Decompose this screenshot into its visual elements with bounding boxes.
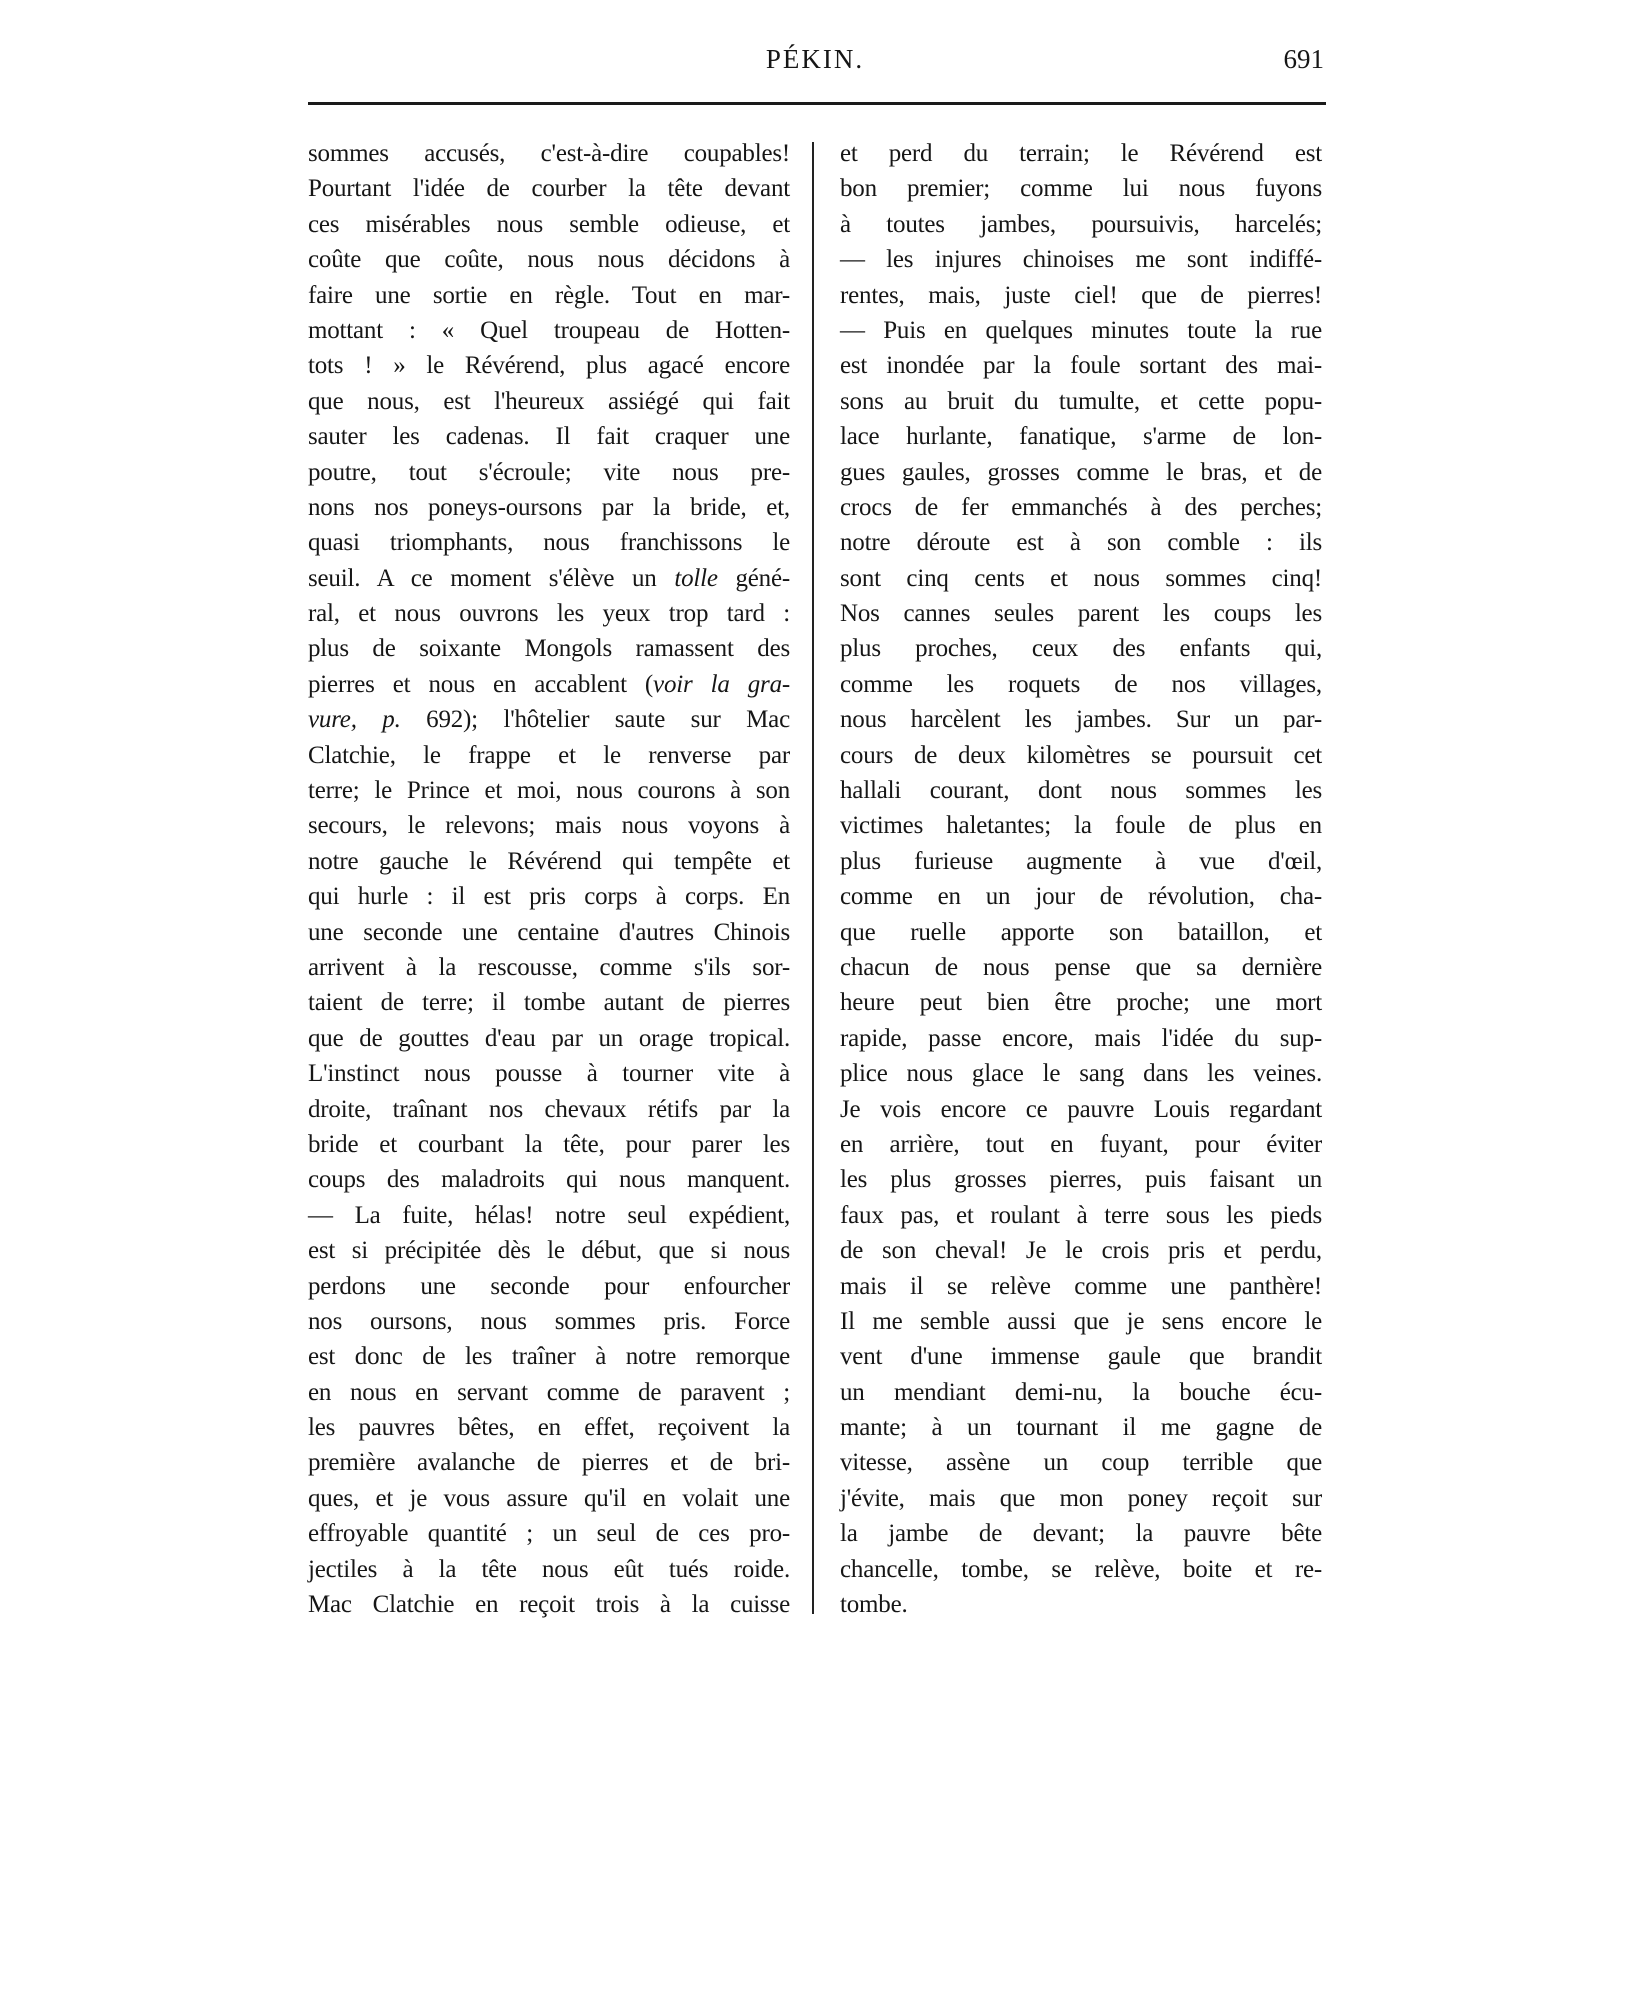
text-line — [840, 455, 1322, 490]
text-segment: crocs de fer emmanchés à des perches; — [840, 493, 1322, 521]
text-line — [840, 808, 1322, 843]
text-segment: — La fuite, hélas! notre seul expédient, — [308, 1201, 790, 1229]
text-line — [840, 844, 1322, 879]
text-line — [840, 631, 1322, 666]
text-segment: en arrière, tout en fuyant, pour éviter — [840, 1130, 1322, 1158]
text-line — [308, 596, 790, 631]
text-line — [308, 1375, 790, 1410]
text-segment: comme en un jour de révolution, cha- — [840, 883, 1322, 911]
text-line — [840, 242, 1322, 277]
text-line — [840, 313, 1322, 348]
text-line — [308, 1127, 790, 1162]
text-line — [308, 1410, 790, 1445]
text-segment: cours de deux kilomètres se poursuit cet — [840, 741, 1322, 769]
text-segment: la jambe de devant; la pauvre bête — [840, 1520, 1322, 1548]
text-line — [308, 1587, 790, 1622]
text-segment: est inondée par la foule sortant des mai- — [840, 352, 1322, 380]
text-segment: notre déroute est à son comble : ils — [840, 529, 1322, 557]
text-segment: quasi triomphants, nous franchissons le — [308, 529, 790, 557]
italic-text: vure, p. — [308, 706, 401, 734]
text-segment: de son cheval! Je le crois pris et perdu, — [840, 1237, 1322, 1265]
text-line — [840, 1516, 1322, 1551]
text-line — [840, 136, 1322, 171]
text-segment: que nous, est l'heureux assiégé qui fait — [308, 387, 790, 415]
text-line — [840, 1162, 1322, 1197]
text-line — [308, 773, 790, 808]
text-line — [840, 1198, 1322, 1233]
text-segment: L'instinct nous pousse à tourner vite à — [308, 1060, 790, 1088]
text-segment: les plus grosses pierres, puis faisant un — [840, 1166, 1322, 1194]
text-segment: ques, et je vous assure qu'il en volait une — [308, 1484, 790, 1512]
text-segment: notre gauche le Révérend qui tempête et — [308, 847, 790, 875]
text-line — [840, 738, 1322, 773]
text-line — [840, 1127, 1322, 1162]
text-line — [840, 1021, 1322, 1056]
text-segment: rentes, mais, juste ciel! que de pierres! — [840, 281, 1322, 309]
text-segment: ral, et nous ouvrons les yeux trop tard : — [308, 600, 790, 628]
text-line — [840, 1233, 1322, 1268]
text-segment: vent d'une immense gaule que brandit — [840, 1343, 1322, 1371]
text-segment: droite, traînant nos chevaux rétifs par la — [308, 1095, 790, 1123]
text-segment: coups des maladroits qui nous manquent. — [308, 1166, 790, 1194]
text-line — [308, 702, 790, 737]
text-segment: nos oursons, nous sommes pris. Force — [308, 1307, 790, 1335]
text-segment: comme les roquets de nos villages, — [840, 670, 1322, 698]
text-line — [840, 702, 1322, 737]
text-segment: plus proches, ceux des enfants qui, — [840, 635, 1322, 663]
text-segment: plus de soixante Mongols ramassent des — [308, 635, 790, 663]
text-segment: coûte que coûte, nous nous décidons à — [308, 246, 790, 274]
text-segment: 692); l'hôtelier saute sur Mac — [400, 706, 790, 734]
text-line — [840, 915, 1322, 950]
text-line — [840, 1092, 1322, 1127]
text-segment: et perd du terrain; le Révérend est — [840, 140, 1322, 167]
text-line — [840, 419, 1322, 454]
text-segment: nous harcèlent les jambes. Sur un par- — [840, 706, 1322, 734]
text-line — [308, 348, 790, 383]
text-line — [308, 950, 790, 985]
text-line — [840, 879, 1322, 914]
text-line — [308, 313, 790, 348]
text-line — [308, 455, 790, 490]
text-line — [308, 1233, 790, 1268]
text-line — [840, 596, 1322, 631]
text-line — [308, 561, 790, 596]
text-line — [308, 384, 790, 419]
text-segment: Pourtant l'idée de courber la tête devant — [308, 175, 790, 203]
text-segment: bride et courbant la tête, pour parer les — [308, 1130, 790, 1158]
text-segment: que ruelle apporte son bataillon, et — [840, 918, 1322, 946]
text-line — [308, 1516, 790, 1551]
text-segment: j'évite, mais que mon poney reçoit sur — [840, 1484, 1322, 1512]
text-segment: victimes haletantes; la foule de plus en — [840, 812, 1322, 840]
text-line — [840, 171, 1322, 206]
text-segment: vitesse, assène un coup terrible que — [840, 1449, 1322, 1477]
text-line — [840, 348, 1322, 383]
text-segment: les pauvres bêtes, en effet, reçoivent la — [308, 1414, 790, 1442]
text-segment: nons nos poneys-oursons par la bride, et, — [308, 493, 790, 521]
text-line — [308, 171, 790, 206]
text-line — [308, 1304, 790, 1339]
text-line — [308, 207, 790, 242]
text-line — [840, 1587, 1322, 1622]
text-segment: Je vois encore ce pauvre Louis regardant — [840, 1095, 1322, 1123]
text-line — [308, 1021, 790, 1056]
italic-text: tolle — [674, 564, 718, 592]
text-line — [840, 1339, 1322, 1374]
text-segment: ces misérables nous semble odieuse, et — [308, 210, 790, 238]
page-number: 691 — [1283, 44, 1324, 74]
text-segment: terre; le Prince et moi, nous courons à son — [308, 777, 790, 805]
italic-text: voir la gra- — [653, 670, 790, 698]
text-segment: que de gouttes d'eau par un orage tropical. — [308, 1024, 790, 1052]
text-line — [840, 1304, 1322, 1339]
left-column — [308, 136, 790, 1622]
text-segment: gues gaules, grosses comme le bras, et de — [840, 458, 1322, 486]
text-segment: un mendiant demi-nu, la bouche écu- — [840, 1378, 1322, 1406]
text-line — [840, 1269, 1322, 1304]
text-segment: seuil. A ce moment s'élève un — [308, 564, 675, 592]
text-segment: mais il se relève comme une panthère! — [840, 1272, 1322, 1300]
text-segment: — les injures chinoises me sont indiffé- — [840, 246, 1322, 274]
text-segment: Mac Clatchie en reçoit trois à la cuisse — [308, 1591, 790, 1619]
text-segment: première avalanche de pierres et de bri- — [308, 1449, 790, 1477]
text-line — [840, 1481, 1322, 1516]
text-line — [308, 844, 790, 879]
text-segment: faire une sortie en règle. Tout en mar- — [308, 281, 790, 309]
text-line — [308, 808, 790, 843]
text-line — [308, 631, 790, 666]
text-segment: pierres et nous en accablent ( — [308, 670, 654, 698]
text-segment: est donc de les traîner à notre remorque — [308, 1343, 790, 1371]
text-line — [308, 1481, 790, 1516]
text-segment: est si précipitée dès le début, que si nous — [308, 1237, 790, 1265]
text-line — [840, 384, 1322, 419]
text-segment: secours, le relevons; mais nous voyons à — [308, 812, 790, 840]
text-segment: qui hurle : il est pris corps à corps. En — [308, 883, 790, 911]
text-segment: sont cinq cents et nous sommes cinq! — [840, 564, 1322, 592]
text-segment: une seconde une centaine d'autres Chinois — [308, 918, 790, 946]
text-line — [308, 136, 790, 171]
text-line — [308, 419, 790, 454]
text-line — [308, 1162, 790, 1197]
text-segment: lace hurlante, fanatique, s'arme de lon- — [840, 423, 1322, 451]
text-line — [308, 1339, 790, 1374]
text-line — [840, 950, 1322, 985]
text-segment: effroyable quantité ; un seul de ces pro- — [308, 1520, 790, 1548]
text-segment: Nos cannes seules parent les coups les — [840, 600, 1322, 628]
text-segment: géné- — [717, 564, 790, 592]
text-line — [308, 1445, 790, 1480]
text-line — [308, 1198, 790, 1233]
text-line — [308, 1056, 790, 1091]
text-segment: arrivent à la rescousse, comme s'ils sor- — [308, 953, 790, 981]
text-segment: rapide, passe encore, mais l'idée du sup- — [840, 1024, 1322, 1052]
text-segment: Clatchie, le frappe et le renverse par — [308, 741, 790, 769]
text-line — [840, 773, 1322, 808]
text-line — [840, 1410, 1322, 1445]
text-segment: chancelle, tombe, se relève, boite et re- — [840, 1555, 1322, 1583]
text-segment: bon premier; comme lui nous fuyons — [840, 175, 1322, 203]
text-segment: plice nous glace le sang dans les veines. — [840, 1060, 1322, 1088]
text-line — [308, 985, 790, 1020]
text-line — [840, 667, 1322, 702]
text-line — [840, 207, 1322, 242]
text-segment: à toutes jambes, poursuivis, harcelés; — [840, 210, 1322, 238]
text-line — [840, 1375, 1322, 1410]
text-line — [308, 879, 790, 914]
text-line — [308, 242, 790, 277]
text-line — [840, 985, 1322, 1020]
text-segment: tombe. — [840, 1591, 908, 1619]
text-segment: perdons une seconde pour enfourcher — [308, 1272, 790, 1300]
text-segment: mante; à un tournant il me gagne de — [840, 1414, 1322, 1442]
text-line — [840, 1445, 1322, 1480]
column-divider — [812, 142, 814, 1614]
text-line — [308, 1092, 790, 1127]
text-segment: jectiles à la tête nous eût tués roide. — [308, 1555, 790, 1583]
text-line — [308, 490, 790, 525]
text-line — [308, 1552, 790, 1587]
text-segment: heure peut bien être proche; une mort — [840, 989, 1322, 1017]
text-line — [308, 525, 790, 560]
text-segment: poutre, tout s'écroule; vite nous pre- — [308, 458, 790, 486]
text-line — [840, 561, 1322, 596]
text-segment: en nous en servant comme de paravent ; — [308, 1378, 790, 1406]
text-line — [308, 278, 790, 313]
text-segment: plus furieuse augmente à vue d'œil, — [840, 847, 1322, 875]
text-line — [308, 915, 790, 950]
text-line — [840, 1056, 1322, 1091]
text-segment: hallali courant, dont nous sommes les — [840, 777, 1322, 805]
text-segment: Il me semble aussi que je sens encore le — [840, 1307, 1322, 1335]
text-line — [840, 1552, 1322, 1587]
text-segment: sauter les cadenas. Il fait craquer une — [308, 423, 790, 451]
text-segment: faux pas, et roulant à terre sous les pieds — [840, 1201, 1322, 1229]
text-line — [308, 1269, 790, 1304]
text-segment: tots ! » le Révérend, plus agacé encore — [308, 352, 790, 380]
text-segment: sons au bruit du tumulte, et cette popu- — [840, 387, 1322, 415]
text-segment: chacun de nous pense que sa dernière — [840, 953, 1322, 981]
header-rule — [308, 102, 1326, 105]
text-line — [308, 667, 790, 702]
text-line — [840, 525, 1322, 560]
text-segment: sommes accusés, c'est-à-dire coupables! — [308, 140, 790, 167]
right-column — [840, 136, 1322, 1622]
running-head: PÉKIN. — [765, 44, 865, 74]
text-segment: taient de terre; il tombe autant de pierres — [308, 989, 790, 1017]
text-line — [840, 278, 1322, 313]
text-segment: mottant : « Quel troupeau de Hotten- — [308, 316, 790, 344]
text-segment: — Puis en quelques minutes toute la rue — [840, 316, 1322, 344]
text-line — [840, 490, 1322, 525]
text-line — [308, 738, 790, 773]
